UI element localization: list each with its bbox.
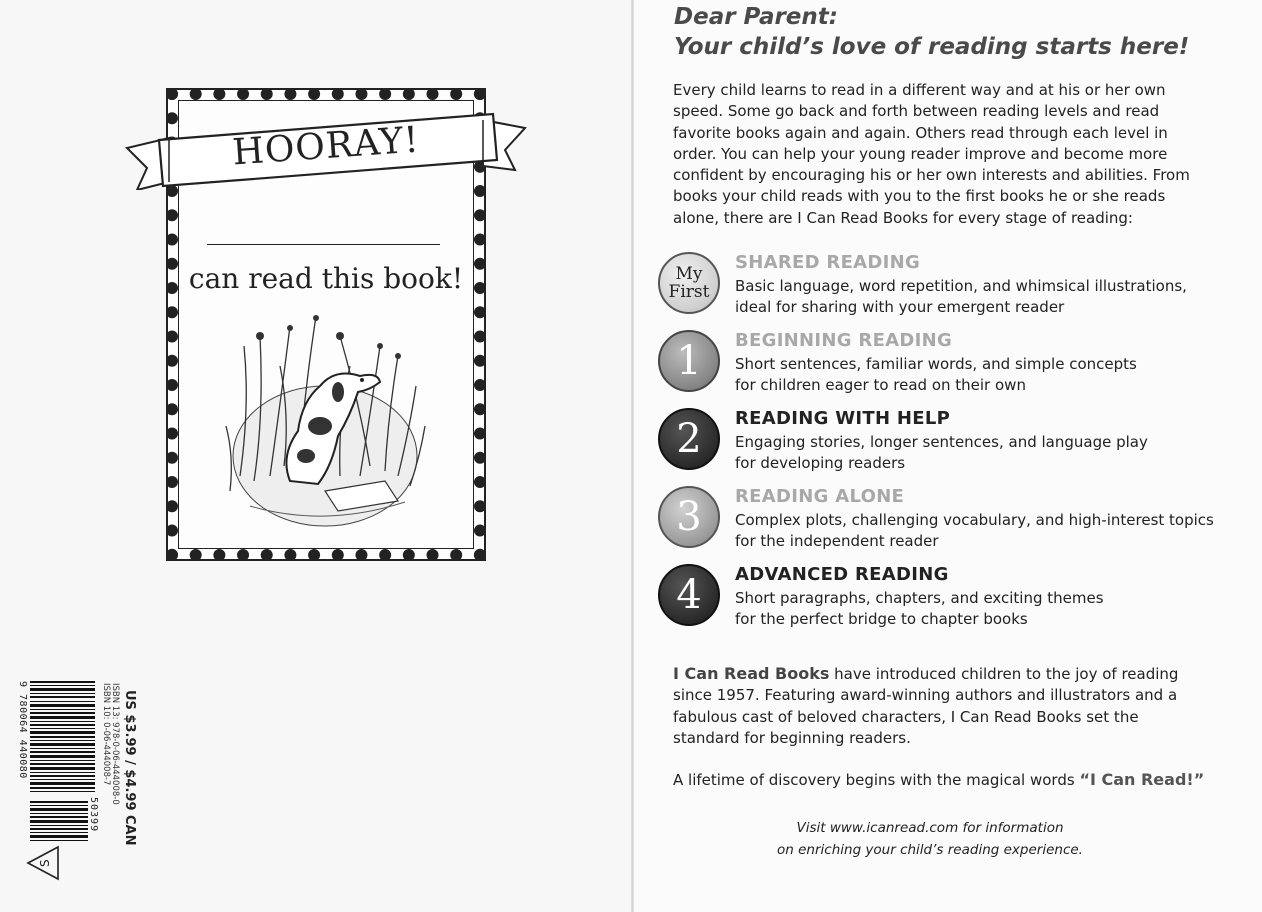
badge-line-1: My bbox=[675, 264, 703, 284]
name-fill-in-line[interactable] bbox=[207, 244, 440, 245]
sfi-triangle-icon bbox=[24, 845, 60, 881]
level-description-line: Engaging stories, longer sentences, and language play bbox=[735, 433, 1148, 451]
level-title: READING WITH HELP bbox=[735, 408, 951, 429]
lifetime-text: A lifetime of discovery begins with the magical words bbox=[673, 771, 1080, 789]
level-description bbox=[735, 588, 1235, 630]
level-description-line: for children eager to read on their own bbox=[735, 376, 1026, 394]
level-1 bbox=[658, 330, 1238, 400]
level-4 bbox=[658, 564, 1238, 634]
visit-website-line-2: on enriching your child’s reading experience. bbox=[777, 842, 1083, 858]
level-title: ADVANCED READING bbox=[735, 564, 949, 585]
level-description bbox=[735, 432, 1235, 474]
level-title: READING ALONE bbox=[735, 486, 905, 507]
level-1-badge-icon: 1 bbox=[658, 330, 720, 392]
level-title: BEGINNING READING bbox=[735, 330, 953, 351]
level-description-line: for the independent reader bbox=[735, 532, 939, 550]
level-2-badge-icon: 2 bbox=[658, 408, 720, 470]
level-3 bbox=[658, 486, 1238, 556]
isbn13-label: ISBN 13: 978-0-06-444008-0 bbox=[110, 683, 120, 805]
level-description bbox=[735, 354, 1235, 396]
isbn10-label: ISBN 10: 0-06-444008-7 bbox=[101, 683, 111, 786]
badge-line-2: First bbox=[668, 282, 710, 302]
level-description-line: ideal for sharing with your emergent reader bbox=[735, 298, 1065, 316]
level-description bbox=[735, 510, 1235, 552]
love-of-reading-heading: Your child’s love of reading starts here! bbox=[674, 34, 1190, 60]
dear-parent-heading: Dear Parent: bbox=[674, 4, 838, 30]
i-can-read-quote: “I Can Read!” bbox=[1079, 770, 1205, 789]
history-text: have introduced children to the joy of reading since 1957. Featuring award-winning authors and illustrators and a fabulous cast of beloved characters, I Can Read Books set the standard for beginning readers. bbox=[673, 665, 1179, 747]
level-description-line: Basic language, word repetition, and whimsical illustrations, bbox=[735, 277, 1187, 295]
svg-text:S: S bbox=[38, 859, 52, 867]
barcode-number: 9 780064 440080 bbox=[17, 681, 28, 779]
brand-name: I Can Read Books bbox=[673, 664, 830, 683]
level-description-line: Short sentences, familiar words, and simple concepts bbox=[735, 355, 1137, 373]
level-description-line: Complex plots, challenging vocabulary, and high-interest topics bbox=[735, 511, 1214, 529]
price-label: US $3.99 / $4.99 CAN bbox=[122, 690, 137, 846]
level-2 bbox=[658, 408, 1238, 478]
lifetime-paragraph bbox=[673, 769, 1233, 791]
level-description-line: for the perfect bridge to chapter books bbox=[735, 610, 1028, 628]
hooray-banner-text: HOORAY! bbox=[231, 119, 421, 174]
can-read-tagline: can read this book! bbox=[188, 262, 464, 295]
level-title: SHARED READING bbox=[735, 252, 921, 273]
level-description-line: Short paragraphs, chapters, and exciting themes bbox=[735, 589, 1104, 607]
level-description-line: for developing readers bbox=[735, 454, 906, 472]
level-3-badge-icon: 3 bbox=[658, 486, 720, 548]
my-first-badge-icon bbox=[658, 252, 720, 314]
intro-paragraph: Every child learns to read in a different way and at his or her own speed. Some go back and forth between reading levels and read favorite books again and again. Others read through each level in order. You can help your young reader improve and become more confident by encouraging his or her own interests and abilities. From books your child reads with you to the first books he or she reads alone, there are I Can Read Books for every stage of reading: bbox=[673, 81, 1190, 227]
level-4-badge-icon: 4 bbox=[658, 564, 720, 626]
dog-in-grass-illustration bbox=[220, 306, 430, 534]
history-paragraph bbox=[673, 663, 1193, 749]
barcode-addon-number: 50399 bbox=[88, 797, 99, 833]
visit-website-line-1: Visit www.icanread.com for information bbox=[796, 820, 1064, 836]
level-my-first bbox=[658, 252, 1238, 322]
level-description bbox=[735, 276, 1235, 318]
